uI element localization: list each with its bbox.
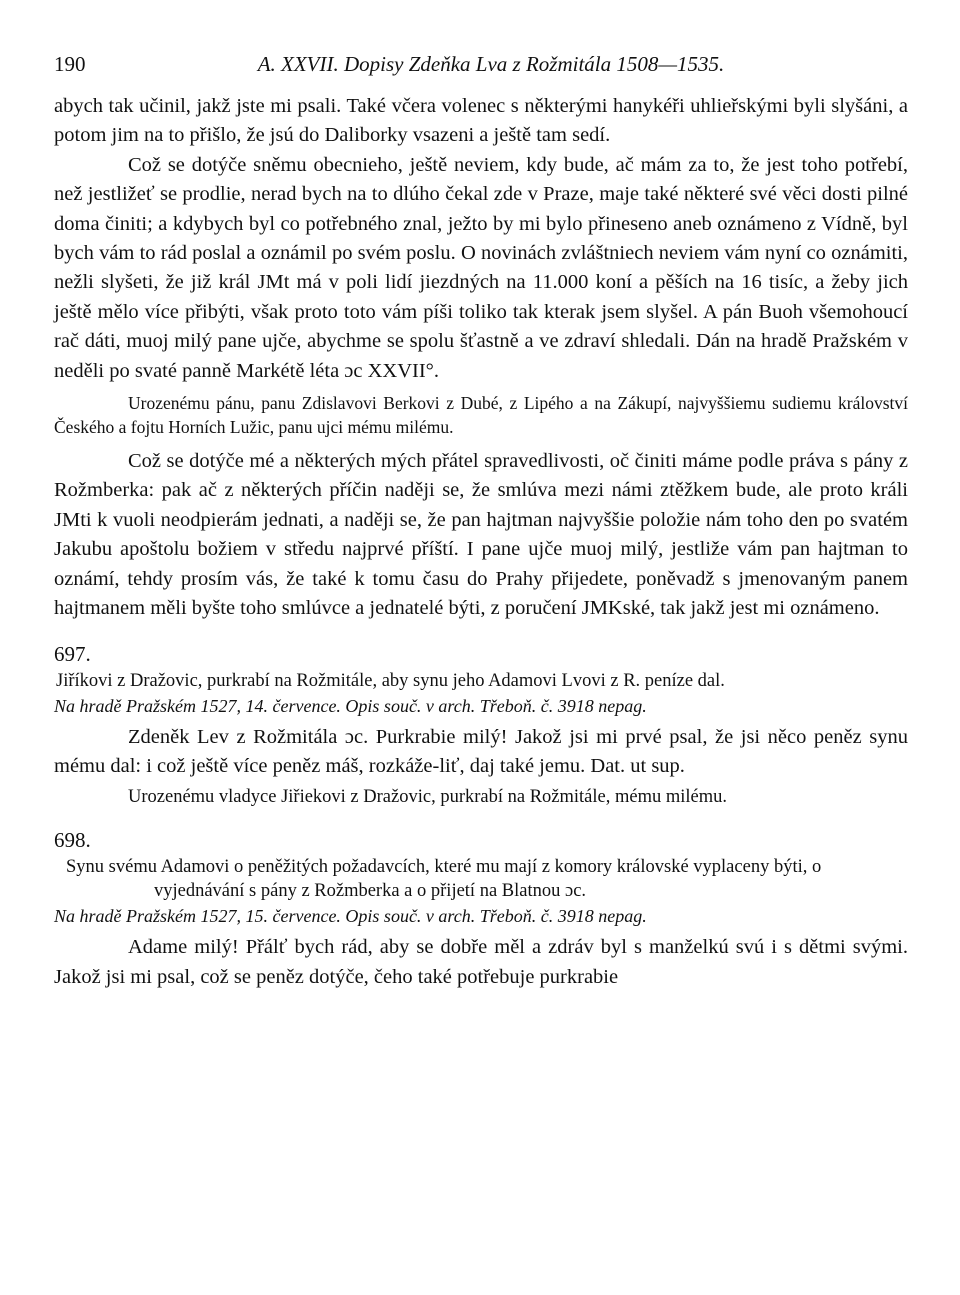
letter-697-number: 697. [54,641,91,666]
letter-697-address: Urozenému vladyce Jiřiekovi z Dražovic, purkrabí na Rožmitále, mému milému. [128,787,727,808]
letter-698-text: Adame milý! Přálť bych rád, aby se dobře měl a zdráv byl s manželkú svú i s dětmi svými. Jakož jsi mi psal, což se peněz dotýče, čeho také potřebuje purkrabie [54,936,908,988]
letter-697-text: Zdeněk Lev z Rožmitála ɔc. Purkrabie milý! Jakož jsi mi prvé psal, že jsi něco peněz synu mému dal: i což ještě více peněz máš, rozkáže-liť, daj také jemu. Dat. ut sup. [54,725,908,777]
letter-698-source: Na hradě Pražském 1527, 15. července. Opis souč. v arch. Třeboň. č. 3918 nepag. [54,906,647,927]
letter-696-address: Urozenému pánu, panu Zdislavovi Berkovi z Dubé, z Lipého a na Zákupí, najvyššiemu sudiemu království Českého a fojtu Horních Lužic, panu ujci mému milému. [54,393,908,437]
letter-696-paragraph-1: abych tak učinil, jakž jste mi psali. Také včera volenec s některými hanykéři uhlieřskými byli slyšáni, a potom jim na to přišlo, že jsú do Daliborky vsazeni a ještě tam sedí. [54,95,908,147]
page-number: 190 [54,52,86,76]
letter-696-paragraph-3: Což se dotýče mé a některých mých přátel spravedlivosti, oč činiti máme podle práva s pány z Rožmberka: pak ač z některých příčin naději se, že smlúva mezi námi ztěžkem bude, ale proto králi JMti k vuoli neodpierám jednati, a naději se, že pan hajtman najvyššie položie nám toho den po svatém Jakubu apoštolu božiem v středu najprvé příští. I pane ujče muoj milý, jestliže vám pan hajtman to oznámí, tehdy prosím vás, že také k tomu času do Prahy přijedete, poněvadž s jmenovaným panem hajtmanem měli byšte toho smlúvce a jednatelé býti, z poručení JMKské, tak jakž jest mi oznámeno. [54,450,908,620]
letter-698-regest: Synu svému Adamovi o peněžitých požadavcích, které mu mají z komory královské vyplaceny býti, o vyjednávání s pány z Rožmberka a o přijetí na Blatnou ɔc. [66,857,822,902]
page-header [54,52,908,92]
document-page [54,52,908,992]
letter-697-regest: Jiříkovi z Dražovic, purkrabí na Rožmitále, aby synu jeho Adamovi Lvovi z R. peníze dal. [56,670,725,691]
letter-698-number: 698. [54,828,91,853]
running-title: A. XXVII. Dopisy Zdeňka Lva z Rožmitála 1508—1535. [257,52,725,76]
letter-696-paragraph-2: Což se dotýče sněmu obecnieho, ještě neviem, kdy bude, ač mám za to, že jest toho potřebí, než jestližeť se prodlie, nerad bych na to dlúho čekal zde v Praze, maje také některé své věci dosti pilné doma činiti; a kdybych byl co potřebného znal, ježto by mi bylo přineseno aneb oznámeno z Vídně, byl bych vám to rád poslal a oznámil po svém poslu. O novinách zvláštniech neviem vám nyní co oznámiti, nežli slyšeti, že již král JMt má v poli lidí jiezdných na 11.000 koní a pěších na 16 tisíc, a žeby jich ještě mělo více přibýti, však proto toto vám píši toliko tak kterak jsem slyšel. A pán Buoh všemohoucí rač dáti, muoj milý pane ujče, abychme se spolu šťastně a ve zdraví shledali. Dán na hradě Pražském v neděli po svaté panně Markétě léta ɔc XXVII°. [54,153,908,382]
letter-697-source: Na hradě Pražském 1527, 14. července. Opis souč. v arch. Třeboň. č. 3918 nepag. [54,695,647,716]
